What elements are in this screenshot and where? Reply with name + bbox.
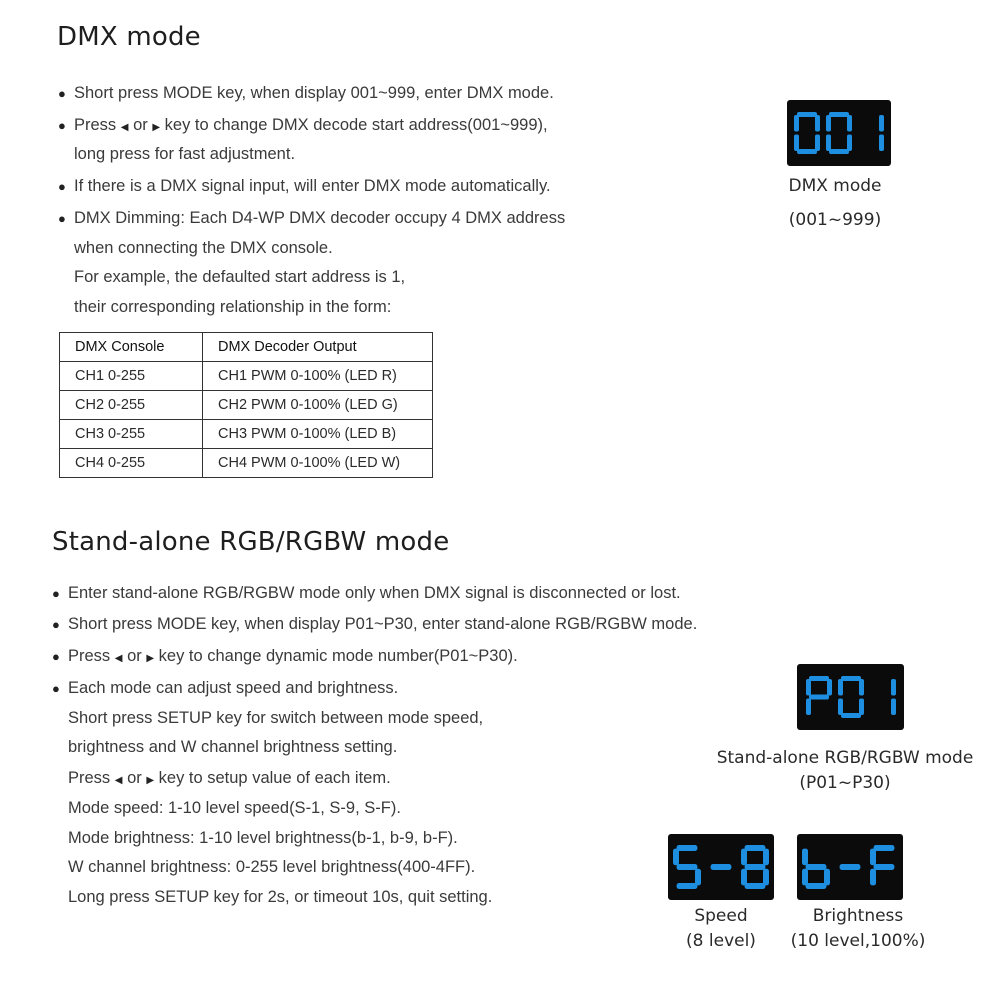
segment-a [677, 845, 698, 851]
segment-f [870, 849, 876, 866]
segment-digit [891, 679, 896, 715]
dmx-line-1: ● Short press MODE key, when display 001~999, enter DMX mode. [58, 84, 554, 102]
segment-b [827, 679, 832, 696]
standalone-line-10: W channel brightness: 0-255 level brightness(400-4FF). [68, 858, 476, 876]
segment-c [879, 135, 884, 152]
dmx-line-2: ● Press ◀ or ▶ key to change DMX decode start address(001~999), [58, 116, 548, 134]
bullet-dot-icon: ● [52, 617, 60, 632]
segment-g [711, 864, 732, 870]
segment-a [874, 845, 895, 851]
segment-digit [879, 115, 884, 151]
segment-f [802, 849, 808, 866]
segment-f [673, 849, 679, 866]
left-triangle-icon: ◀ [120, 122, 129, 133]
table-header-row [60, 333, 433, 362]
seven-segment-readout [806, 676, 896, 718]
standalone-line-5: Short press SETUP key for switch between mode speed, [68, 709, 484, 727]
segment-b [879, 115, 884, 132]
segment-d [797, 149, 817, 154]
segment-c [815, 135, 820, 152]
bullet-dot-icon: ● [58, 179, 66, 194]
standalone-line-2: ● Short press MODE key, when display P01~P30, enter stand-alone RGB/RGBW mode. [52, 615, 698, 633]
segment-a [829, 112, 849, 117]
dmx-line-3: long press for fast adjustment. [74, 145, 296, 163]
mode-display-caption: Stand-alone RGB/RGBW mode [716, 748, 974, 768]
segment-digit [806, 676, 832, 715]
segment-digit [826, 112, 852, 154]
table-row [60, 420, 433, 449]
table-header-cell: DMX Decoder Output [203, 333, 433, 362]
right-triangle-icon: ▶ [146, 775, 155, 786]
segment-b [763, 849, 769, 866]
segment-digit [870, 845, 894, 885]
dmx-line-7: For example, the defaulted start address is 1, [74, 268, 406, 286]
segment-b [891, 679, 896, 696]
segment-digit [838, 676, 864, 718]
segment-g [806, 864, 827, 870]
brightness-display-range: (10 level,100%) [790, 931, 926, 951]
table-header-cell: DMX Console [60, 333, 203, 362]
dmx-line-4: ● If there is a DMX signal input, will enter DMX mode automatically. [58, 177, 551, 195]
bullet-dot-icon: ● [52, 681, 60, 696]
segment-c [695, 869, 701, 886]
standalone-section-title: Stand-alone RGB/RGBW mode [52, 527, 450, 557]
dmx-section-title: DMX mode [57, 22, 201, 52]
seven-segment-readout [802, 845, 898, 889]
lcd-display-dmx [787, 100, 891, 166]
segment-f [838, 679, 843, 696]
segment-digit [802, 849, 830, 889]
table-cell: CH2 0-255 [60, 391, 203, 420]
segment-b [847, 115, 852, 132]
segment-c [891, 699, 896, 716]
mode-display-range: (P01~P30) [799, 773, 891, 793]
segment-d [841, 713, 861, 718]
brightness-display-caption: Brightness [812, 906, 904, 926]
bullet-dot-icon: ● [52, 586, 60, 601]
segment-d [745, 883, 766, 889]
lcd-display-mode [797, 664, 904, 730]
right-triangle-icon: ▶ [152, 122, 161, 133]
dmx-mapping-table [59, 332, 433, 478]
segment-g [745, 864, 766, 870]
segment-g [809, 695, 829, 700]
standalone-line-4: ● Each mode can adjust speed and brightness. [52, 679, 399, 697]
seven-segment-readout [794, 112, 884, 154]
segment-g [840, 864, 861, 870]
bullet-dot-icon: ● [58, 118, 66, 133]
segment-d [806, 883, 827, 889]
segment-digit [741, 845, 769, 889]
segment-digit [711, 864, 732, 870]
seven-segment-readout [673, 845, 769, 889]
bullet-dot-icon: ● [52, 649, 60, 664]
segment-e [806, 699, 811, 716]
segment-c [824, 869, 830, 886]
dmx-line-5: ● DMX Dimming: Each D4-WP DMX decoder occupy 4 DMX address [58, 209, 566, 227]
dmx-line-8: their corresponding relationship in the form: [74, 298, 392, 316]
standalone-line-1: ● Enter stand-alone RGB/RGBW mode only when DMX signal is disconnected or lost. [52, 584, 681, 602]
segment-e [802, 869, 808, 886]
lcd-display-speed [668, 834, 774, 900]
segment-a [841, 676, 861, 681]
standalone-line-9: Mode brightness: 1-10 level brightness(b-1, b-9, b-F). [68, 829, 458, 847]
right-triangle-icon: ▶ [146, 653, 155, 664]
segment-digit [794, 112, 820, 154]
table-cell: CH3 PWM 0-100% (LED B) [203, 420, 433, 449]
segment-a [745, 845, 766, 851]
segment-d [829, 149, 849, 154]
left-triangle-icon: ◀ [114, 653, 123, 664]
standalone-line-8: Mode speed: 1-10 level speed(S-1, S-9, S-F). [68, 799, 401, 817]
table-row [60, 362, 433, 391]
table-row [60, 449, 433, 478]
lcd-display-brightness [797, 834, 903, 900]
speed-display-range: (8 level) [686, 931, 756, 951]
segment-f [741, 849, 747, 866]
segment-g [677, 864, 698, 870]
segment-f [826, 115, 831, 132]
segment-a [797, 112, 817, 117]
segment-c [763, 869, 769, 886]
table-cell: CH1 PWM 0-100% (LED R) [203, 362, 433, 391]
segment-digit [840, 864, 861, 870]
segment-g [874, 864, 895, 870]
table-cell: CH2 PWM 0-100% (LED G) [203, 391, 433, 420]
table-cell: CH4 PWM 0-100% (LED W) [203, 449, 433, 478]
segment-b [815, 115, 820, 132]
segment-a [809, 676, 829, 681]
segment-f [806, 679, 811, 696]
dmx-line-6: when connecting the DMX console. [74, 239, 333, 257]
table-cell: CH3 0-255 [60, 420, 203, 449]
segment-d [677, 883, 698, 889]
segment-e [838, 699, 843, 716]
segment-c [859, 699, 864, 716]
standalone-line-7: Press ◀ or ▶ key to setup value of each item. [68, 769, 391, 787]
table-cell: CH4 0-255 [60, 449, 203, 478]
table-cell: CH1 0-255 [60, 362, 203, 391]
bullet-dot-icon: ● [58, 211, 66, 226]
standalone-line-11: Long press SETUP key for 2s, or timeout 10s, quit setting. [68, 888, 493, 906]
dmx-display-range: (001~999) [788, 210, 882, 230]
table-row [60, 391, 433, 420]
segment-f [794, 115, 799, 132]
speed-display-caption: Speed [694, 906, 748, 926]
bullet-dot-icon: ● [58, 86, 66, 101]
dmx-display-caption: DMX mode [788, 176, 882, 196]
standalone-line-3: ● Press ◀ or ▶ key to change dynamic mode number(P01~P30). [52, 647, 518, 665]
segment-e [741, 869, 747, 886]
segment-c [847, 135, 852, 152]
segment-e [826, 135, 831, 152]
left-triangle-icon: ◀ [114, 775, 123, 786]
segment-b [859, 679, 864, 696]
segment-e [870, 869, 876, 886]
standalone-line-6: brightness and W channel brightness setting. [68, 738, 398, 756]
segment-e [794, 135, 799, 152]
segment-digit [673, 845, 701, 889]
